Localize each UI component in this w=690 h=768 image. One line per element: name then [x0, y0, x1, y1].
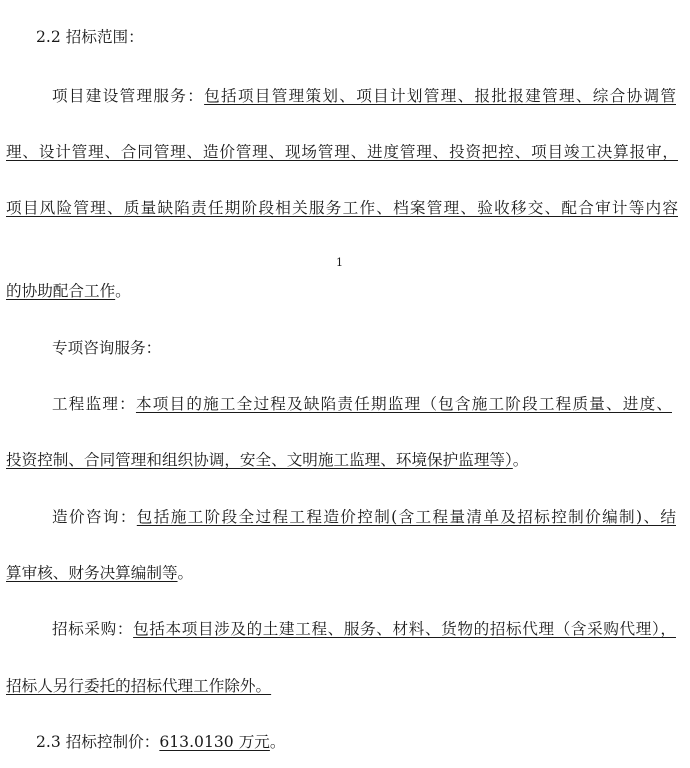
procurement-text-1: 包括本项目涉及的土建工程、服务、材料、货物的招标代理（含采购代理）， [133, 620, 676, 638]
project-mgmt-line-3 [6, 198, 678, 218]
cost-label: 造价咨询： [52, 508, 137, 526]
page-number: 1 [336, 256, 343, 269]
project-mgmt-text-3: 项目风险管理、质量缺陷责任期阶段相关服务工作、档案管理、验收移交、配合审计等内容 [6, 199, 678, 217]
control-price-value: 613.0130 万元 [159, 733, 270, 751]
supervision-line-1-wrap [52, 394, 672, 414]
procurement-line-1 [52, 619, 676, 639]
cost-line-2 [6, 563, 193, 583]
supervision-period: 。 [512, 451, 529, 469]
supervision-label: 工程监理： [52, 395, 136, 413]
cost-period: 。 [177, 564, 194, 582]
cost-text-1: 包括施工阶段全过程工程造价控制(含工程量清单及招标控制价编制)、结 [136, 508, 676, 526]
section-2-3-period: 。 [269, 733, 286, 751]
special-services-heading [52, 338, 161, 358]
project-mgmt-text-4: 的协助配合工作 [6, 282, 116, 300]
project-mgmt-line-2 [6, 142, 678, 162]
cost-text-2: 算审核、财务决算编制等 [6, 564, 178, 582]
section-2-2-heading-text: 2.2 招标范围： [36, 28, 144, 46]
procurement-text-2: 招标人另行委托的招标代理工作除外。 [6, 677, 272, 695]
project-mgmt-text-2: 理、设计管理、合同管理、造价管理、现场管理、进度管理、投资把控、项目竣工决算报审， [6, 143, 678, 161]
supervision-line-1 [52, 394, 672, 414]
supervision-text-1: 本项目的施工全过程及缺陷责任期监理（包含施工阶段工程质量、进度、 [135, 395, 672, 413]
supervision-text-2: 投资控制、合同管理和组织协调，安全、文明施工监理、环境保护监理等） [6, 451, 513, 469]
project-mgmt-label: 项目建设管理服务： [52, 87, 205, 105]
special-services-heading-text: 专项咨询服务： [52, 339, 162, 357]
project-mgmt-line-1 [52, 86, 676, 106]
section-2-3-label: 2.3 招标控制价： [36, 733, 160, 751]
project-mgmt-line-4 [6, 281, 131, 301]
project-mgmt-text-1: 包括项目管理策划、项目计划管理、报批报建管理、综合协调管 [204, 87, 676, 105]
section-2-2-heading [36, 27, 144, 47]
procurement-label: 招标采购： [52, 620, 134, 638]
section-2-3-line [36, 732, 286, 752]
procurement-line-2 [6, 676, 271, 696]
cost-line-1 [52, 507, 676, 527]
project-mgmt-line-1-wrap [52, 86, 676, 106]
procurement-line-1-wrap [52, 619, 676, 639]
project-mgmt-period: 。 [115, 282, 131, 300]
cost-line-1-wrap [52, 507, 676, 527]
supervision-line-2 [6, 450, 528, 470]
